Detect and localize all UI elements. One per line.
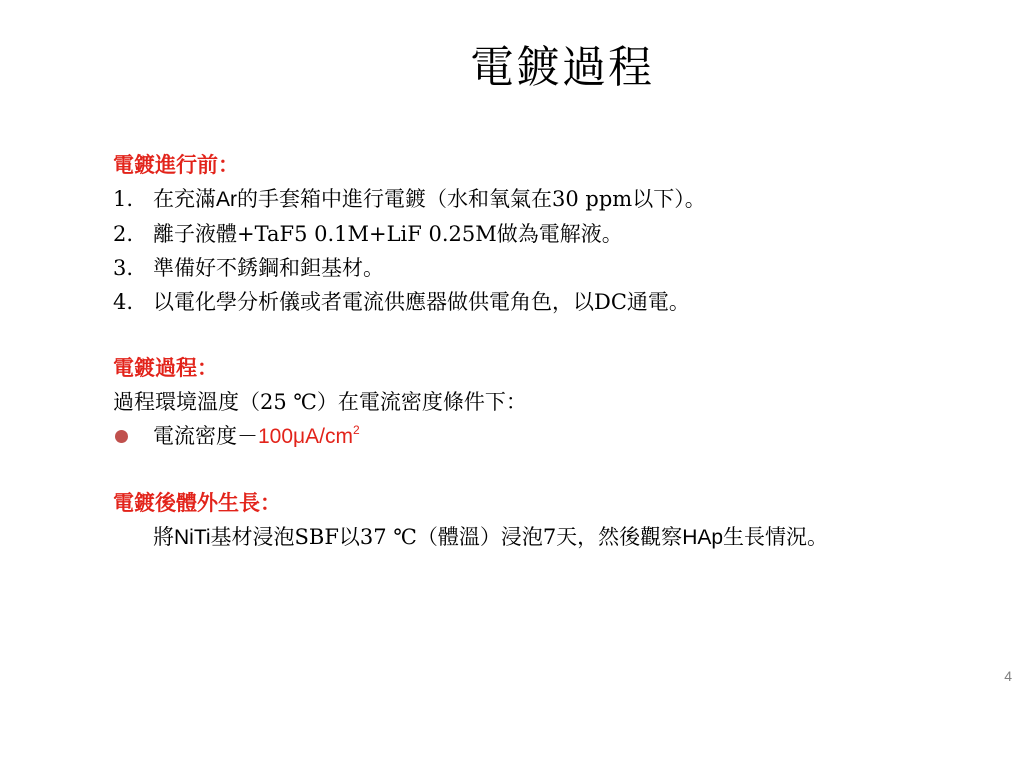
page-number: 4	[1004, 668, 1012, 684]
list-text: 在充滿	[153, 187, 216, 211]
current-density-exponent: 2	[352, 423, 360, 437]
section-heading-in-vitro-growth: 電鍍後體外生長：	[113, 490, 281, 515]
para-text-sans: NiTi	[174, 526, 211, 549]
bullet-label: 電流密度－	[153, 424, 258, 448]
list-number: 4.	[113, 290, 134, 314]
spacer	[113, 454, 983, 486]
section-heading-before-plating: 電鍍進行前：	[113, 152, 239, 177]
list-item	[113, 285, 983, 319]
list-text: 離子液體+TaF5 0.1M+LiF 0.25M做為電解液。	[153, 222, 623, 246]
list-text: 以電化學分析儀或者電流供應器做供電角色，以DC通電。	[153, 290, 690, 314]
list-number: 2.	[113, 222, 134, 246]
list-number: 1.	[113, 187, 134, 211]
list-text-sans: Ar	[216, 188, 237, 211]
growth-paragraph	[113, 520, 983, 555]
para-text-sans: HAp	[682, 526, 724, 549]
slide-content	[113, 148, 983, 555]
list-item	[113, 182, 983, 217]
para-text: 生長情況。	[723, 525, 829, 549]
spacer	[113, 319, 983, 351]
list-number: 3.	[113, 256, 134, 280]
list-text: 的手套箱中進行電鍍（水和氧氣在30 ppm以下）。	[237, 187, 706, 211]
list-item	[113, 217, 983, 251]
current-density-value: 100μA/cm	[258, 425, 353, 448]
slide-title: 電鍍過程	[470, 42, 654, 93]
process-intro: 過程環境溫度（25 ℃）在電流密度條件下：	[113, 390, 527, 414]
para-text: 基材浸泡SBF以37 ℃（體溫）浸泡7天，然後觀察	[210, 525, 683, 549]
bullet-item-current-density	[113, 419, 983, 454]
list-text: 準備好不銹鋼和鉭基材。	[153, 256, 384, 280]
section-heading-plating-process: 電鍍過程：	[113, 355, 218, 380]
bullet-dot-icon	[115, 430, 128, 443]
para-text: 將	[153, 525, 174, 549]
list-item	[113, 251, 983, 285]
